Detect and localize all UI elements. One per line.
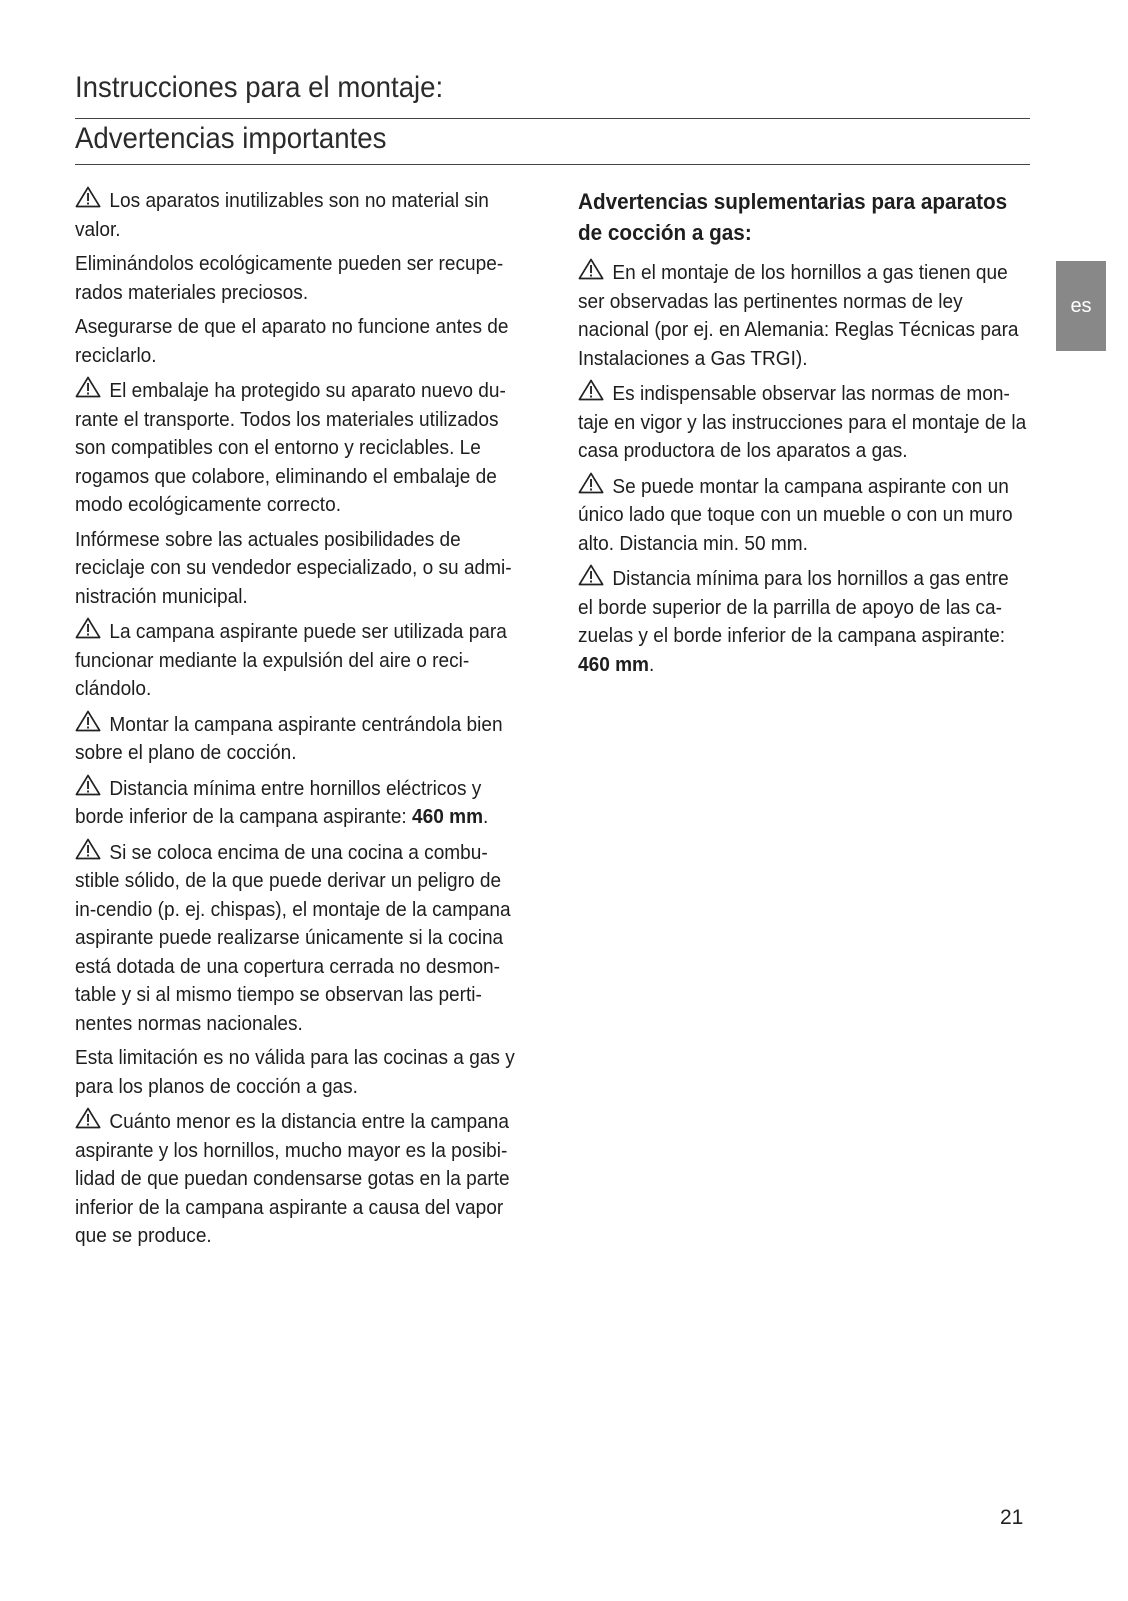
paragraph-text: Si se coloca encima de una cocina a combu-stible sólido, de la que puede derivar un peligro de in-cendio (p. ej. chispas), el montaje de la campana aspirante puede realizarse únicamente si la cocina está dotada de una copertura cerrada no desmon-table y si al mismo tiempo se observan las perti-nentes normas nacionales. <box>75 840 511 1035</box>
punctuation: . <box>483 805 489 828</box>
paragraph-text: Es indispensable observar las normas de mon-taje en vigor y las instrucciones para el montaje de la casa productora de los aparatos a gas. <box>578 382 1027 462</box>
paragraph-text: Los aparatos inutilizables son no material sin valor. <box>75 189 489 241</box>
paragraph <box>75 710 525 768</box>
title-divider <box>75 118 1030 119</box>
punctuation: . <box>649 652 655 676</box>
paragraph-text: Montar la campana aspirante centrándola bien sobre el plano de cocción. <box>75 712 503 764</box>
warning-triangle-icon <box>75 376 101 398</box>
warning-triangle-icon <box>75 774 101 796</box>
paragraph: Infórmese sobre las actuales posibilidades de reciclaje con su vendedor especializado, o su admi-nistración municipal. <box>75 527 512 608</box>
paragraph <box>75 376 525 520</box>
section-title: Advertencias importantes <box>75 122 387 155</box>
paragraph-text: Distancia mínima para los hornillos a gas entre el borde superior de la parrilla de apoyo de las ca-zuelas y el borde inferior de la campana aspirante: <box>578 567 1009 647</box>
warning-triangle-icon <box>75 1107 101 1129</box>
paragraph <box>578 258 1028 373</box>
distance-value: 460 mm <box>412 805 484 828</box>
page-number: 21 <box>1000 1506 1024 1529</box>
warning-triangle-icon <box>75 186 101 208</box>
distance-value: 460 mm <box>578 652 650 676</box>
paragraph: Esta limitación es no válida para las cocinas a gas y para los planos de cocción a gas. <box>75 1046 515 1098</box>
paragraph <box>75 774 525 832</box>
paragraph-text: Se puede montar la campana aspirante con un único lado que toque con un mueble o con un muro alto. Distancia min. 50 mm. <box>578 474 1013 555</box>
paragraph <box>75 186 525 244</box>
warning-triangle-icon <box>75 617 101 639</box>
paragraph-text: El embalaje ha protegido su aparato nuevo du-rante el transporte. Todos los materiales utilizados son compatibles con el entorno y reciclables. Le rogamos que colabore, eliminando el embalaje de modo ecológicamente correcto. <box>75 379 506 516</box>
warning-triangle-icon <box>578 379 604 401</box>
warning-triangle-icon <box>75 710 101 732</box>
language-tab: es <box>1056 261 1106 351</box>
page-title: Instrucciones para el montaje: <box>75 71 444 104</box>
paragraph <box>578 472 1028 559</box>
paragraph-text: Cuánto menor es la distancia entre la campana aspirante y los hornillos, mucho mayor es la posibi-lidad de que puedan condensarse gotas en la parte inferior de la campana aspirante a causa del vapor que se produce. <box>75 1110 510 1247</box>
paragraph <box>578 379 1028 466</box>
paragraph-text: La campana aspirante puede ser utilizada para funcionar mediante la expulsión del aire o reci-clándolo. <box>75 620 507 700</box>
warning-triangle-icon <box>578 472 604 494</box>
paragraph <box>75 617 525 704</box>
paragraph <box>75 1107 525 1251</box>
paragraph: Eliminándolos ecológicamente pueden ser recupe-rados materiales preciosos. <box>75 252 504 304</box>
paragraph-text: En el montaje de los hornillos a gas tienen que ser observadas las pertinentes normas de ley nacional (por ej. en Alemania: Reglas Técnicas para Instalaciones a Gas TRGI). <box>578 261 1019 370</box>
warning-triangle-icon <box>578 258 604 280</box>
paragraph <box>578 564 1028 679</box>
paragraph: Asegurarse de que el aparato no funcione antes de reciclarlo. <box>75 315 509 367</box>
paragraph <box>75 838 525 1039</box>
right-column <box>578 186 1028 685</box>
section-divider <box>75 164 1030 165</box>
gas-warnings-heading: Advertencias suplementarias para aparatos de cocción a gas: <box>578 189 1008 245</box>
warning-triangle-icon <box>578 564 604 586</box>
paragraph-text: Distancia mínima entre hornillos eléctricos y borde inferior de la campana aspirante: <box>75 776 482 828</box>
left-column <box>75 186 525 1257</box>
warning-triangle-icon <box>75 838 101 860</box>
